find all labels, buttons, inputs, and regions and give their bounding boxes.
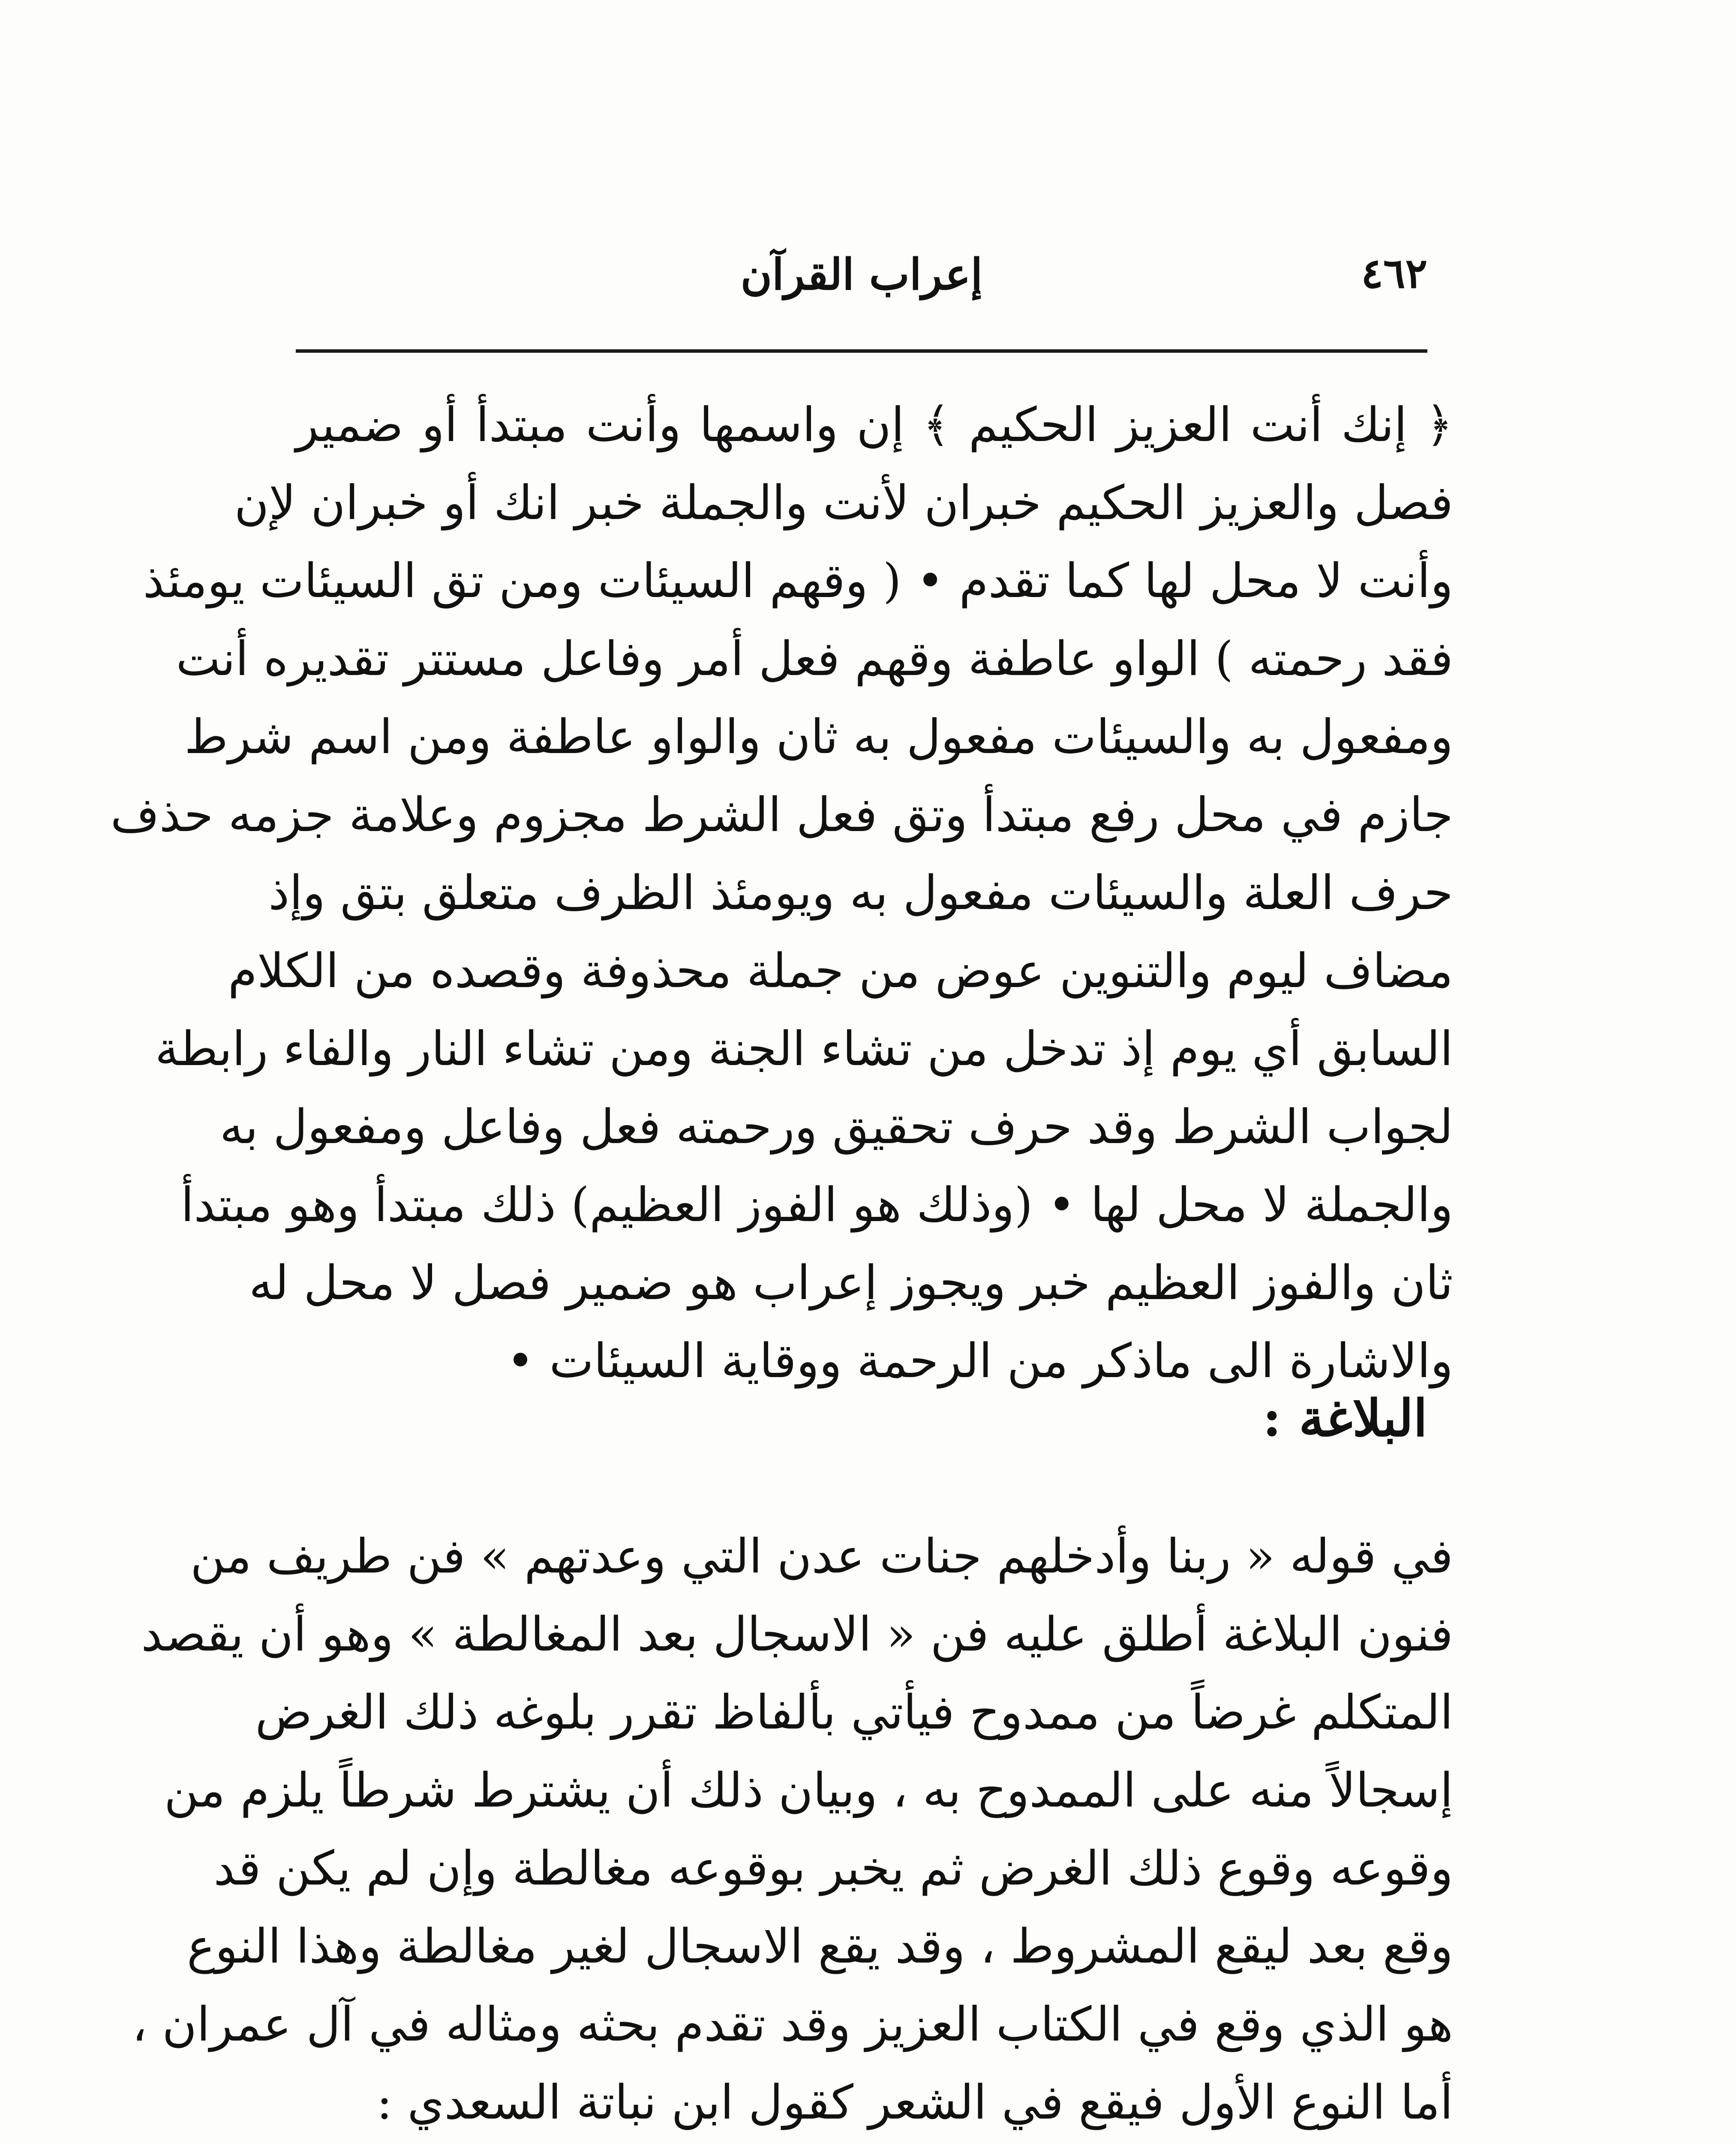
text-line: فصل والعزيز الحكيم خبران لأنت والجملة خبر انك أو خبران لإن [234, 475, 1453, 530]
text-line: لجواب الشرط وقد حرف تحقيق ورحمته فعل وفاعل ومفعول به [219, 1099, 1453, 1154]
text-line: وقع بعد ليقع المشروط ، وقد يقع الاسجال لغير مغالطة وهذا النوع [186, 1919, 1453, 1974]
text-line: حرف العلة والسيئات مفعول به ويومئذ الظرف متعلق بتق وإذ [268, 865, 1453, 920]
text-line: ﴿ إنك أنت العزيز الحكيم ﴾ إن واسمها وأنت مبتدأ أو ضمير [296, 397, 1453, 452]
page-number: ٤٦٢ [1361, 249, 1427, 297]
text-line: السابق أي يوم إذ تدخل من تشاء الجنة ومن تشاء النار والفاء رابطة [155, 1021, 1453, 1076]
text-line: والاشارة الى ماذكر من الرحمة ووقاية السيئات • [506, 1333, 1453, 1388]
page-header [296, 240, 1427, 326]
text-line: وقوعه وقوع ذلك الغرض ثم يخبر بوقوعه مغالطة وإن لم يكن قد [213, 1841, 1453, 1896]
text-line: فنون البلاغة أطلق عليه فن « الاسجال بعد المغالطة » وهو أن يقصد [141, 1607, 1453, 1662]
text-line: والجملة لا محل لها • (وذلك هو الفوز العظيم) ذلك مبتدأ وهو مبتدأ [180, 1177, 1453, 1232]
running-title: إعراب القرآن [740, 249, 983, 300]
text-line: هو الذي وقع في الكتاب العزيز وقد تقدم بحثه ومثاله في آل عمران ، [132, 1997, 1453, 2052]
text-line: وأنت لا محل لها كما تقدم • ( وقهم السيئات ومن تق السيئات يومئذ [143, 553, 1453, 608]
section-heading-balagha: البلاغة : [1262, 1388, 1427, 1448]
text-line: في قوله « ربنا وأدخلهم جنات عدن التي وعدتهم » فن طريف من [190, 1529, 1453, 1584]
paragraph-balagha [132, 1517, 1453, 2141]
text-line: أما النوع الأول فيقع في الشعر كقول ابن نباتة السعدي : [376, 2075, 1453, 2130]
text-line: مضاف ليوم والتنوين عوض من جملة محذوفة وقصده من الكلام [228, 943, 1453, 998]
text-line: ثان والفوز العظيم خبر ويجوز إعراب هو ضمير فصل لا محل له [249, 1255, 1453, 1310]
text-line: فقد رحمته ) الواو عاطفة وقهم فعل أمر وفاعل مستتر تقديره أنت [176, 631, 1453, 686]
text-line: ومفعول به والسيئات مفعول به ثان والواو عاطفة ومن اسم شرط [184, 709, 1453, 764]
header-divider [296, 349, 1427, 353]
text-line: جازم في محل رفع مبتدأ وتق فعل الشرط مجزوم وعلامة جزمه حذف [110, 787, 1453, 842]
text-line: إسجالاً منه على الممدوح به ، وبيان ذلك أن يشترط شرطاً يلزم من [164, 1763, 1453, 1818]
text-line: المتكلم غرضاً من ممدوح فيأتي بألفاظ تقرر بلوغه ذلك الغرض [255, 1685, 1453, 1740]
paragraph-irab [110, 386, 1453, 1400]
